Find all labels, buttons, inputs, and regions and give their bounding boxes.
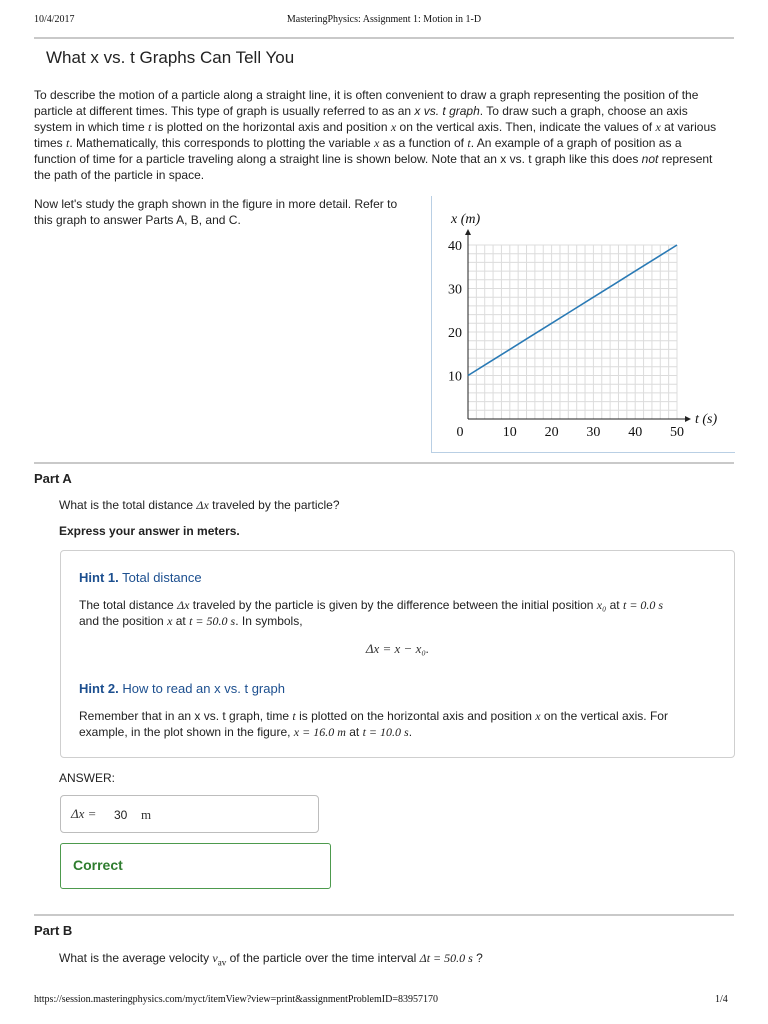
print-doc-title: MasteringPhysics: Assignment 1: Motion in 1-D bbox=[286, 14, 482, 25]
page-title: What x vs. t Graphs Can Tell You bbox=[46, 48, 295, 67]
intro-paragraph: To describe the motion of a particle along a straight line, it is often convenient to draw a graph representing the position of the particle at different times. This type of graph is usually referred to as an x vs. t graph. To draw such a graph, choose an axis system in which time t is plotted on the horizontal axis and position x on the vertical axis. Then, indicate the values of x at various times t. Mathematically, this corresponds to plotting the variable x as a function of t. An example of a graph of position as a function of time for a particle traveling along a straight line is shown below. Note that an x vs. t graph like this does not represent the path of the particle in space. bbox=[34, 88, 717, 182]
correct-status: Correct bbox=[73, 857, 123, 873]
y-axis-label: x (m) bbox=[451, 212, 481, 227]
x-tick-label: 20 bbox=[544, 425, 559, 440]
study-text: Now let's study the graph shown in the figure in more detail. Refer to this graph to answer Parts A, B, and C. bbox=[34, 197, 398, 227]
x-axis-arrow bbox=[685, 416, 691, 422]
partB-rule bbox=[34, 914, 734, 916]
hint1-body: The total distance Δx traveled by the particle is given by the difference between the initial position x₀ at t = 0.0 s and the position x at t = 50.0 s. In symbols, bbox=[79, 598, 664, 628]
y-tick-label: 30 bbox=[448, 282, 462, 298]
figure-frame bbox=[431, 196, 735, 453]
answer-variable: Δx = bbox=[71, 806, 97, 821]
partA-instruction: Express your answer in meters. bbox=[59, 524, 240, 538]
y-tick-label: 10 bbox=[448, 369, 462, 385]
correct-feedback bbox=[60, 843, 331, 889]
answer-box bbox=[60, 795, 319, 833]
x-axis-label: t (s) bbox=[695, 412, 718, 427]
x-tick-label: 0 bbox=[456, 425, 464, 440]
chart-grid bbox=[468, 245, 677, 419]
title-rule bbox=[34, 37, 734, 39]
answer-label: ANSWER: bbox=[59, 771, 116, 785]
x-tick-label: 30 bbox=[586, 425, 601, 440]
hint1-header[interactable]: Hint 1. Total distance bbox=[79, 570, 202, 585]
answer-unit: m bbox=[141, 807, 152, 822]
x-tick-label: 40 bbox=[628, 425, 643, 440]
hint1-formula: Δx = x − x₀. bbox=[365, 641, 430, 656]
footer-url: https://session.masteringphysics.com/myct/itemView?view=print&assignmentProblemID=83957170 bbox=[34, 994, 438, 1005]
y-tick-label: 20 bbox=[448, 326, 462, 341]
footer-page: 1/4 bbox=[715, 994, 728, 1005]
partA-label: Part A bbox=[34, 471, 72, 486]
answer-input[interactable]: 30 bbox=[114, 808, 128, 822]
x-tick-label: 10 bbox=[502, 425, 517, 440]
print-date: 10/4/2017 bbox=[34, 14, 75, 25]
y-tick-label: 40 bbox=[448, 239, 462, 254]
partB-label: Part B bbox=[34, 923, 73, 938]
partB-question: What is the average velocity $v_{av}$ of the particle over the time interval Δt = 50.0 s ? bbox=[59, 951, 483, 968]
y-axis-arrow bbox=[465, 229, 471, 235]
hint2-body: Remember that in an x vs. t graph, time t is plotted on the horizontal axis and position x on the vertical axis. For example, in the plot shown in the figure, x = 16.0 m at t = 10.0 s. bbox=[79, 709, 668, 739]
hint2-header[interactable]: Hint 2. How to read an x vs. t graph bbox=[79, 681, 285, 696]
partA-question: What is the total distance Δx traveled by the particle? bbox=[59, 498, 340, 512]
partA-rule bbox=[34, 462, 734, 464]
chart-series bbox=[468, 245, 677, 376]
x-tick-label: 50 bbox=[670, 425, 684, 440]
hints-panel bbox=[60, 550, 735, 758]
position-time-graph bbox=[432, 196, 735, 452]
